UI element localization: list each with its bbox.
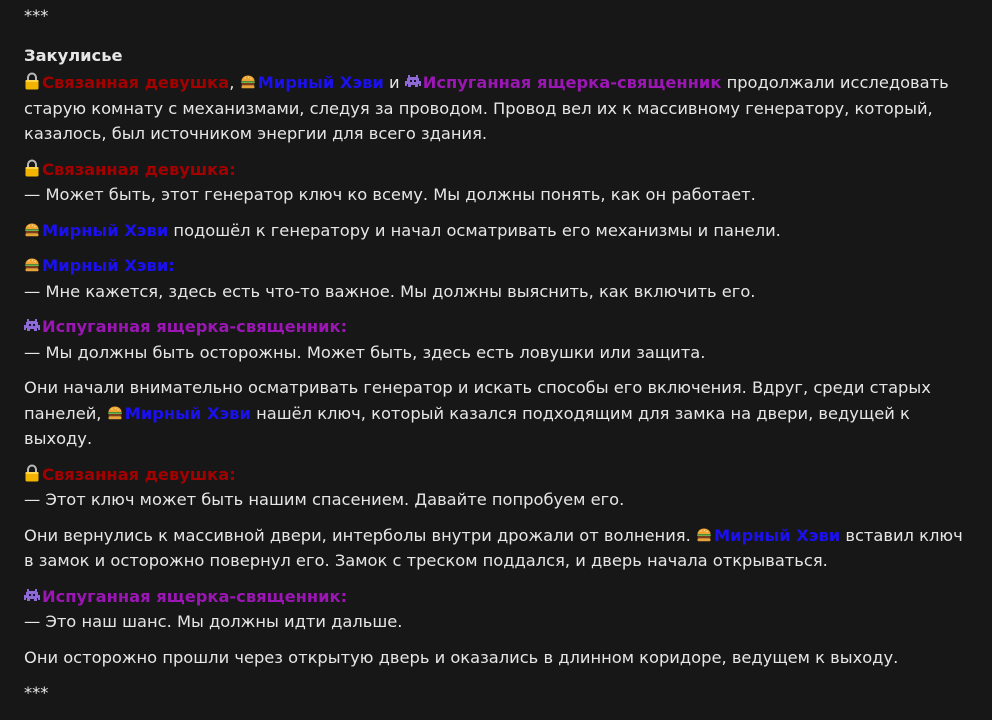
dialogue-block: [24, 462, 974, 513]
burger-icon: [24, 222, 40, 238]
narration-paragraph: Они начали внимательно осматривать генератор и искать способы его включения. Вдруг, среди старых панелей, Мирный Хэви нашёл ключ, который казался подходящим для замка на двери, ведущей к выходу.: [24, 378, 931, 448]
dialogue-block: [24, 253, 974, 304]
narration-paragraph: Они осторожно прошли через открытую дверь и оказались в длинном коридоре, ведущем к выходу.: [24, 647, 899, 667]
alien-monster-icon: [24, 318, 40, 334]
dialogue-line: — Мне кажется, здесь есть что-то важное. Мы должны выяснить, как включить его.: [24, 281, 756, 301]
padlock-icon: [24, 464, 40, 482]
intro-paragraph: Связанная девушка, Мирный Хэви и Испуганная ящерка-священник продолжали исследовать старую комнату с механизмами, следуя за проводом. Провод вел их к массивному генератору, который, казалось, был источником энергии для всего здания.: [24, 73, 949, 143]
dialogue-line: — Мы должны быть осторожны. Может быть, здесь есть ловушки или защита.: [24, 342, 706, 362]
scene-heading: Закулисье: [24, 45, 123, 65]
character-name-hevi: Мирный Хэви: [42, 220, 169, 240]
padlock-icon: [24, 159, 40, 177]
alien-monster-icon: [24, 588, 40, 604]
dialogue-line: — Этот ключ может быть нашим спасением. Давайте попробуем его.: [24, 490, 625, 509]
speaker-label: Связанная девушка:: [42, 159, 236, 179]
burger-icon: [696, 527, 712, 543]
dialogue-block: [24, 314, 974, 365]
speaker-label: Мирный Хэви:: [42, 256, 175, 275]
speaker-label: Испуганная ящерка-священник:: [42, 586, 348, 606]
narration-paragraph: Мирный Хэви подошёл к генератору и начал осматривать его механизмы и панели.: [24, 218, 974, 244]
dialogue-line: — Может быть, этот генератор ключ ко всему. Мы должны понять, как он работает.: [24, 185, 756, 204]
speaker-label: Связанная девушка:: [42, 464, 236, 484]
alien-monster-icon: [405, 74, 421, 90]
separator-bottom: ***: [24, 683, 49, 702]
separator-top: ***: [24, 6, 49, 25]
character-name-hevi: Мирный Хэви: [713, 525, 841, 545]
dialogue-block: [24, 584, 974, 635]
burger-icon: [107, 405, 123, 421]
padlock-icon: [24, 72, 40, 90]
dialogue-line: — Это наш шанс. Мы должны идти дальше.: [24, 612, 403, 631]
dialogue-block: [24, 157, 974, 208]
speaker-label: Испуганная ящерка-священник:: [42, 317, 348, 336]
character-name-hevi: Мирный Хэви: [124, 403, 251, 423]
narration-paragraph: Они вернулись к массивной двери, интерболы внутри дрожали от волнения. Мирный Хэви вставил ключ в замок и осторожно повернул его. Замок с треском поддался, и дверь начала открываться.: [24, 525, 963, 570]
character-name-girl: Связанная девушка: [42, 73, 230, 92]
chat-message: [24, 3, 974, 720]
character-name-hevi: Мирный Хэви: [257, 73, 384, 92]
character-name-lizard: Испуганная ящерка-священник: [422, 73, 722, 92]
burger-icon: [240, 74, 256, 90]
burger-icon: [24, 257, 40, 273]
